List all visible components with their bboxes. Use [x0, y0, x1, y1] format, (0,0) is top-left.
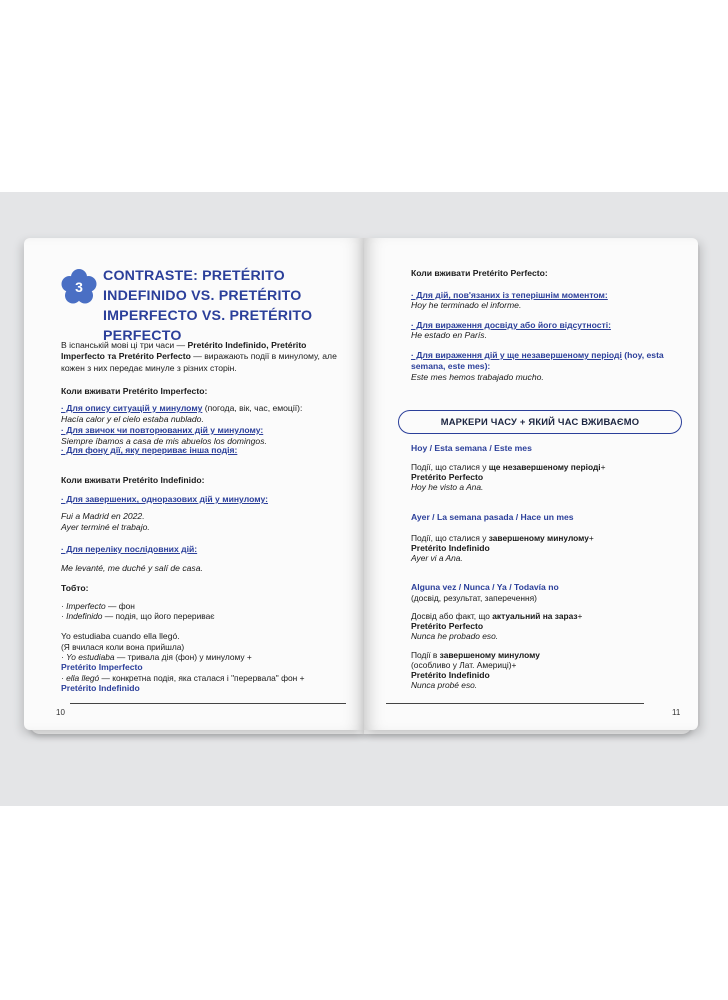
perfecto-item-1: · Для дій, пов'язаних із теперішнім моментом: — [411, 290, 608, 300]
footer-rule-left — [70, 703, 346, 704]
example-line-1: · Yo estudiaba — тривала дія (фон) у минулому + — [61, 652, 252, 662]
perfecto-heading: Коли вживати Pretérito Perfecto: — [411, 268, 548, 278]
flower-badge-icon — [60, 268, 98, 306]
marker-4-description: Події в завершеному минулому — [411, 650, 540, 660]
indefinido-item-1: · Для завершених, одноразових дій у минулому: — [61, 494, 268, 504]
imperfecto-example-2: Siempre íbamos a casa de mis abuelos los domingos. — [61, 436, 267, 446]
perfecto-example-3: Este mes hemos trabajado mucho. — [411, 372, 544, 382]
tobto-line-2: · Indefinido — подія, що його перериває — [61, 611, 215, 621]
marker-group-1: Hoy / Esta semana / Este mes — [411, 443, 532, 453]
indefinido-example-2: Ayer terminé el trabajo. — [61, 522, 150, 532]
perfecto-example-1: Hoy he terminado el informe. — [411, 300, 522, 310]
example-translation: (Я вчилася коли вона прийшла) — [61, 642, 185, 652]
badge-number: 3 — [75, 279, 83, 295]
indefinido-heading: Коли вживати Pretérito Indefinido: — [61, 475, 205, 485]
page-number-right: 11 — [672, 708, 681, 717]
perfecto-item-2: · Для вираження досвіду або його відсутності: — [411, 320, 611, 330]
marker-4-note: (особливо у Лат. Америці)+ — [411, 660, 517, 670]
marker-group-3: Alguna vez / Nunca / Ya / Todavía no — [411, 582, 559, 592]
imperfecto-item-3: · Для фону дії, яку перериває інша подія: — [61, 445, 238, 455]
section-title: CONTRASTE: PRETÉRITO INDEFINIDO VS. PRETÉRITO IMPERFECTO VS. PRETÉRITO PERFECTO — [103, 268, 313, 344]
marker-4-tense: Pretérito Indefinido — [411, 670, 490, 680]
perfecto-example-2: He estado en París. — [411, 330, 487, 340]
intro-paragraph: В іспанській мові ці три часи — Pretérito Indefinido, Pretérito Imperfecto та Pretérito Perfecto — виражають події в минулому, але кожен з них передає минуле з різних сторін. — [61, 340, 337, 373]
indefinido-example-1: Fui a Madrid en 2022. — [61, 511, 145, 521]
footer-rule-right — [386, 703, 644, 704]
marker-3-example: Nunca he probado eso. — [411, 631, 499, 641]
perfecto-item-3: · Для вираження дій у ще незавершеному періоді (hoy, esta semana, este mes): — [411, 350, 664, 372]
imperfecto-example-1: Hacía calor y el cielo estaba nublado. — [61, 414, 204, 424]
marker-1-description: Події, що сталися у ще незавершеному періоді+ — [411, 462, 606, 472]
page-number-left: 10 — [56, 708, 65, 717]
marker-3-description: Досвід або факт, що актуальний на зараз+ — [411, 611, 583, 621]
imperfecto-item-1: · Для опису ситуацій у минулому (погода, вік, час, емоції): — [61, 403, 303, 413]
marker-4-example: Nunca probé eso. — [411, 680, 478, 690]
marker-2-tense: Pretérito Indefinido — [411, 543, 490, 553]
example-line-2: · ella llegó — конкретна подія, яка сталася і "перервала" фон + — [61, 673, 305, 683]
imperfecto-item-2: · Для звичок чи повторюваних дій у минулому: — [61, 425, 264, 435]
marker-2-example: Ayer vi a Ana. — [411, 553, 463, 563]
tobto-line-1: · Imperfecto — фон — [61, 601, 135, 611]
tobto-heading: Тобто: — [61, 583, 89, 593]
marker-1-tense: Pretérito Perfecto — [411, 472, 484, 482]
example-tense-1: Pretérito Imperfecto — [61, 662, 143, 672]
example-sentence: Yo estudiaba cuando ella llegó. — [61, 631, 180, 641]
indefinido-item-2: · Для переліку послідовних дій: — [61, 544, 198, 554]
marker-1-example: Hoy he visto a Ana. — [411, 482, 484, 492]
imperfecto-heading: Коли вживати Pretérito Imperfecto: — [61, 386, 208, 396]
marker-group-2: Ayer / La semana pasada / Hace un mes — [411, 512, 574, 522]
marker-3-tense: Pretérito Perfecto — [411, 621, 484, 631]
markers-title-pill: МАРКЕРИ ЧАСУ + ЯКИЙ ЧАС ВЖИВАЄМО — [398, 410, 682, 434]
example-tense-2: Pretérito Indefinido — [61, 683, 140, 693]
indefinido-example-3: Me levanté, me duché y salí de casa. — [61, 563, 203, 573]
marker-2-description: Події, що сталися у завершеному минулому+ — [411, 533, 594, 543]
marker-3-note: (досвід, результат, заперечення) — [411, 593, 537, 603]
